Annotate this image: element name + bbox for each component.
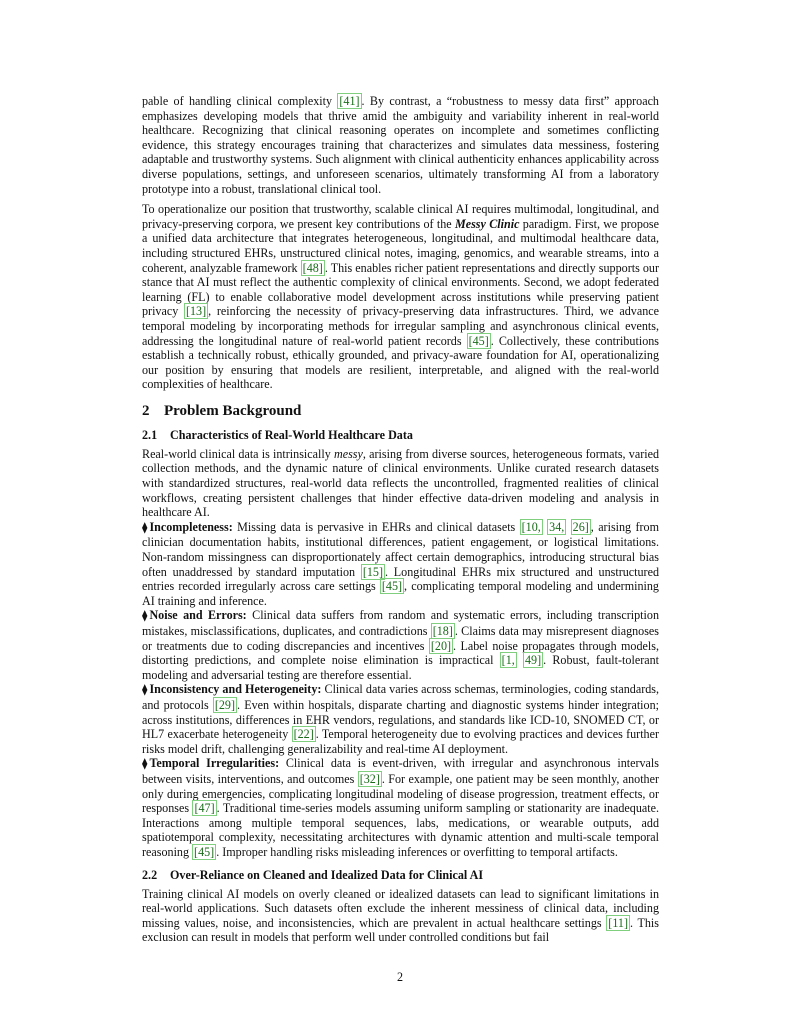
- citation-link[interactable]: 49]: [525, 653, 542, 668]
- intro-paragraph-1: pable of handling clinical complexity [41] . By contrast, a “robustness to messy data first” approach emphasizes developing models that thrive amid the ambiguity and variability inherent in real-world healthcare. Recognizing that clinical reasoning operates on incomplete and sometimes conflicting evidence, this strategy encourages training that characterizes and simulates data messiness, fostering adaptable and trustworthy systems. Such alignment with clinical authenticity enhances applicability across diverse populations, settings, and unforeseen scenarios, ultimately transforming AI from a laboratory prototype into a robust, translational clinical tool.: [142, 94, 659, 196]
- diamond-bullet-icon: ⧫: [142, 521, 148, 534]
- subsection-heading: [142, 868, 659, 883]
- citation-link[interactable]: [48]: [302, 260, 323, 275]
- bullet-incompleteness: ⧫ Incompleteness: Missing data is pervasive in EHRs and clinical datasets [10, 34, 26] , arising from clinician documentation habits, institutional differences, patient engagement, or logistical limitations. Non-random missingness can disproportionately affect certain demographics, introducing structural bias often unaddressed by standard imputation [15] . Longitudinal EHRs mix structured and unstructured entries recorded irregularly across care settings [45] , complicating temporal modeling and undermining AI training and inference.: [142, 519, 659, 608]
- citation-link[interactable]: [13]: [185, 304, 207, 319]
- citation-link[interactable]: [29]: [214, 697, 235, 712]
- citation-link[interactable]: 34,: [549, 519, 565, 534]
- citation-link[interactable]: [41]: [339, 94, 360, 108]
- diamond-bullet-icon: ⧫: [142, 758, 148, 771]
- citation-link[interactable]: [47]: [194, 801, 215, 816]
- citation-link[interactable]: [20]: [430, 638, 452, 653]
- citation-link[interactable]: [45]: [194, 844, 215, 859]
- bullet-heading: Noise and Errors:: [149, 608, 247, 623]
- page-number: 2: [396, 970, 404, 984]
- subsection-number: 2.1: [142, 427, 158, 442]
- bullet-heading: Incompleteness:: [149, 519, 233, 534]
- subsection-heading: [142, 428, 659, 443]
- subsection-paragraph: Real-world clinical data is intrinsically messy, arising from diverse sources, heterogeneous formats, varied collection methods, and the dynamic nature of clinical environments. Unlike curated research datasets with standardized structures, real-world data reflects the uncontrolled, fragmented realities of clinical workflows, creating persistent challenges that hinder effective data-driven modeling and analysis in healthcare AI.: [142, 446, 660, 520]
- diamond-bullet-icon: ⧫: [142, 610, 148, 623]
- bullet-heading: Temporal Irregularities:: [149, 756, 280, 771]
- bullet-inconsistency-heterogeneity: ⧫ Inconsistency and Heterogeneity: Clinical data varies across schemas, terminologies, coding standards, and protocols [29] . Even within hospitals, disparate charting and diagnostic systems hinder integration; across institutions, differences in EHR vendors, regulations, and standards like ICD-10, SNOMED CT, or HL7 exacerbate heterogeneity [22] . Temporal heterogeneity due to evolving practices and devices further risks model drift, challenging generalizability and real-time AI deployment.: [142, 682, 659, 756]
- section-number: 2: [142, 402, 150, 419]
- bullet-temporal-irregularities: ⧫ Temporal Irregularities: Clinical data is event-driven, with irregular and asynchronous intervals between visits, interventions, and outcomes [32] . For example, one patient may be seen monthly, another only during emergencies, complicating longitudinal modeling of disease progression, treatment effects, or responses [47] . Traditional time-series models assuming uniform sampling or stationarity are inadequate. Interactions among multiple temporal sequences, labs, medications, or wearable outputs, add spatiotemporal complexity, necessitating architectures with dynamic attention and multi-scale temporal reasoning [45] . Improper handling risks misleading inferences or overfitting to temporal artifacts.: [142, 756, 659, 859]
- diamond-bullet-icon: ⧫: [142, 684, 148, 697]
- section-heading: [142, 402, 659, 420]
- citation-link[interactable]: [15]: [362, 564, 384, 579]
- section-title: Problem Background: [164, 402, 302, 419]
- citation-link[interactable]: [22]: [293, 727, 314, 742]
- subsection-title: Over-Reliance on Cleaned and Idealized Data for Clinical AI: [170, 867, 484, 882]
- intro-paragraph-2: To operationalize our position that trustworthy, scalable clinical AI requires multimodal, longitudinal, and privacy-preserving corpora, we present key contributions of the Messy Clinic paradigm. First, we propose a unified data architecture that integrates heterogeneous, longitudinal, and multimodal healthcare data, including structured EHRs, unstructured clinical notes, imaging, genomics, and wearable streams, into a coherent, analyzable framework [48] . This enables richer patient representations and directly supports our stance that AI must reflect the authentic complexity of clinical environments. Second, we adopt federated learning (FL) to enable collaborative model development across institutions while preserving patient privacy [13] , reinforcing the necessity of privacy-preserving data infrastructures. Third, we advance temporal modeling by incorporating methods for irregular sampling and asynchronous clinical events, addressing the longitudinal nature of real-world patient records [45] . Collectively, these contributions establish a technically robust, ethically grounded, and privacy-aware foundation for AI, operationalizing our position by ensuring that models are resilient, interpretable, and aligned with the real-world complexities of healthcare.: [142, 202, 660, 392]
- subsection-paragraph: Training clinical AI models on overly cleaned or idealized datasets can lead to significant limitations in real-world applications. Such datasets often exclude the inherent messiness of clinical data, including missing values, noise, and inconsistencies, which are prevalent in actual healthcare settings [11] . This exclusion can result in models that perform well under controlled conditions but fail: [142, 886, 659, 945]
- citation-link[interactable]: [32]: [359, 771, 380, 786]
- citation-link[interactable]: 26]: [572, 519, 589, 534]
- subsection-title: Characteristics of Real-World Healthcare Data: [170, 427, 413, 442]
- citation-link[interactable]: [18]: [432, 624, 453, 638]
- citation-link[interactable]: [45]: [381, 579, 403, 594]
- paradigm-name: Messy Clinic: [454, 216, 520, 231]
- citation-link[interactable]: [10,: [521, 519, 541, 534]
- subsection-number: 2.2: [142, 867, 158, 882]
- citation-link[interactable]: [1,: [501, 653, 515, 668]
- citation-link[interactable]: [45]: [468, 333, 489, 348]
- bullet-noise-and-errors: ⧫ Noise and Errors: Clinical data suffers from random and systematic errors, including transcription mistakes, misclassifications, duplicates, and contradictions [18] . Claims data may misrepresent diagnoses or treatments due to coding discrepancies and incentives [20] . Label noise propagates through models, distorting predictions, and complete noise elimination is impractical [1, 49] . Robust, fault-tolerant modeling and adversarial testing are therefore essential.: [142, 608, 659, 682]
- bullet-heading: Inconsistency and Heterogeneity:: [149, 682, 322, 697]
- citation-link[interactable]: [11]: [608, 915, 628, 930]
- paper-page: [142, 94, 659, 945]
